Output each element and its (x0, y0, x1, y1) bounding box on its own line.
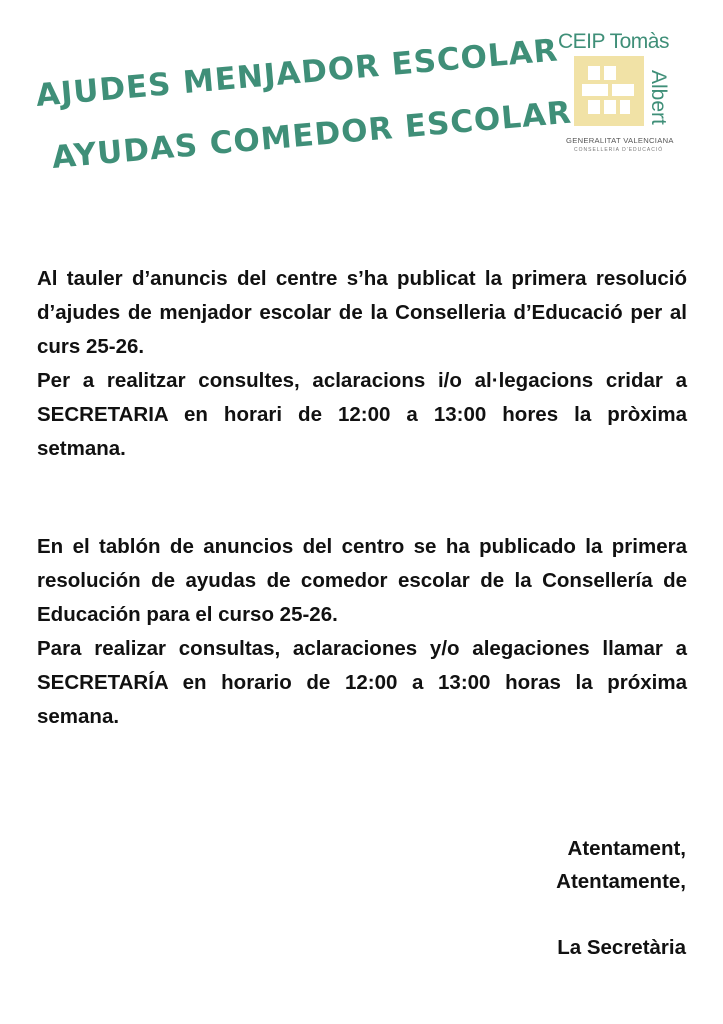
notice-valencian-paragraph-2: Per a realitzar consultes, aclaracions i/o al·legacions cridar a SECRETARIA en horari de 12:00 a 13:00 hores la pròxima setmana. (37, 369, 687, 460)
logo-department: CONSELLERIA D'EDUCACIÓ (574, 147, 664, 153)
notice-valencian (37, 262, 687, 466)
logo-emblem-icon (574, 56, 644, 126)
closing-valencian: Atentament, (567, 837, 686, 860)
notice-spanish (37, 530, 687, 734)
title-line-spanish: AYUDAS COMEDOR ESCOLAR (50, 94, 574, 176)
school-logo (556, 28, 686, 163)
notice-spanish-paragraph-1: En el tablón de anuncios del centro se ha publicado la primera resolución de ayudas de comedor escolar de la Consellería de Educación para el curso 25-26. (37, 535, 687, 626)
signer-name: La Secretària (557, 936, 686, 959)
title-line-valencian: AJUDES MENJADOR ESCOLAR (34, 32, 560, 114)
logo-institution: GENERALITAT VALENCIANA (566, 136, 674, 145)
logo-school-name-side: Albert (647, 70, 670, 125)
logo-school-name-top: CEIP Tomàs (558, 30, 669, 53)
notice-valencian-paragraph-1: Al tauler d’anuncis del centre s’ha publicat la primera resolució d’ajudes de menjador escolar de la Conselleria d’Educació per al curs 25-26. (37, 267, 687, 358)
closing-spanish: Atentamente, (556, 870, 686, 893)
notice-spanish-paragraph-2: Para realizar consultas, aclaraciones y/o alegaciones llamar a SECRETARÍA en horario de 12:00 a 13:00 horas la próxima semana. (37, 637, 687, 728)
